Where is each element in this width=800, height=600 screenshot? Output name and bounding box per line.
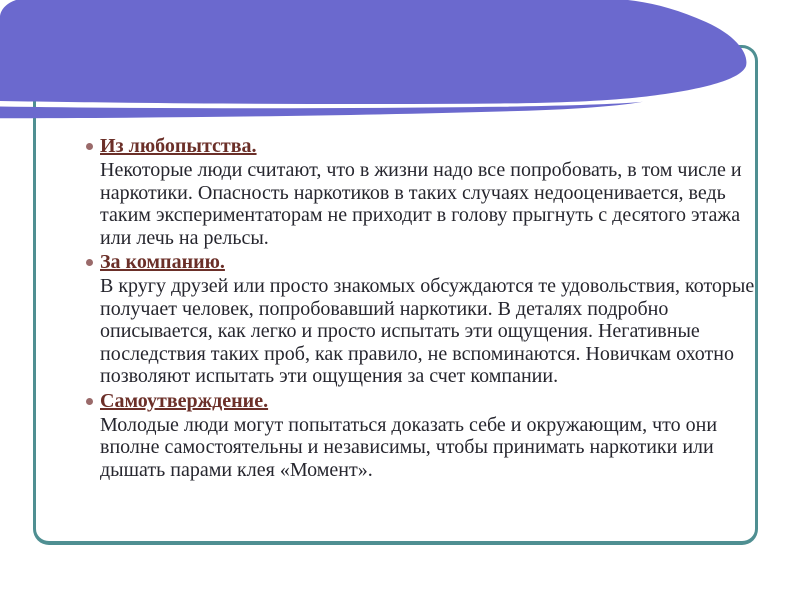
bullet-heading [100,250,756,274]
bullet-heading [100,389,756,413]
bullet-heading-label: Самоутверждение. [100,389,269,412]
list-item [100,134,756,249]
bullet-paragraph: Молодые люди могут попытаться доказать себе и окружающим, что они вполне самостоятельны и независимы, чтобы принимать наркотики или дышать парами клея «Момент». [100,413,718,481]
slide-body-text [100,133,756,482]
bullet-paragraph: Некоторые люди считают, что в жизни надо все попробовать, в том числе и наркотики. Опасность наркотиков в таких случаях недооценивается, ведь таким экспериментаторам не приходит в голову прыгнуть с десятого этажа или лечь на рельсы. [100,159,742,249]
bullet-heading [100,134,756,158]
list-item [100,250,756,388]
bullet-icon [86,259,93,266]
bullet-heading-label: Из любопытства. [100,135,257,157]
bullet-paragraph: В кругу друзей или просто знакомых обсуждаются те удовольствия, которые получает человек, попробовавший наркотики. В деталях подробно описывается, как легко и просто испытать эти ощущения. Негативные последствия таких проб, как правило, не вспоминаются. Новичкам охотно позволяют испытать эти ощущения за счет компании. [100,275,755,387]
bullet-icon [86,398,93,405]
bullet-icon [86,143,93,150]
bullet-heading-label: За компанию. [100,251,225,273]
list-item [100,389,756,482]
